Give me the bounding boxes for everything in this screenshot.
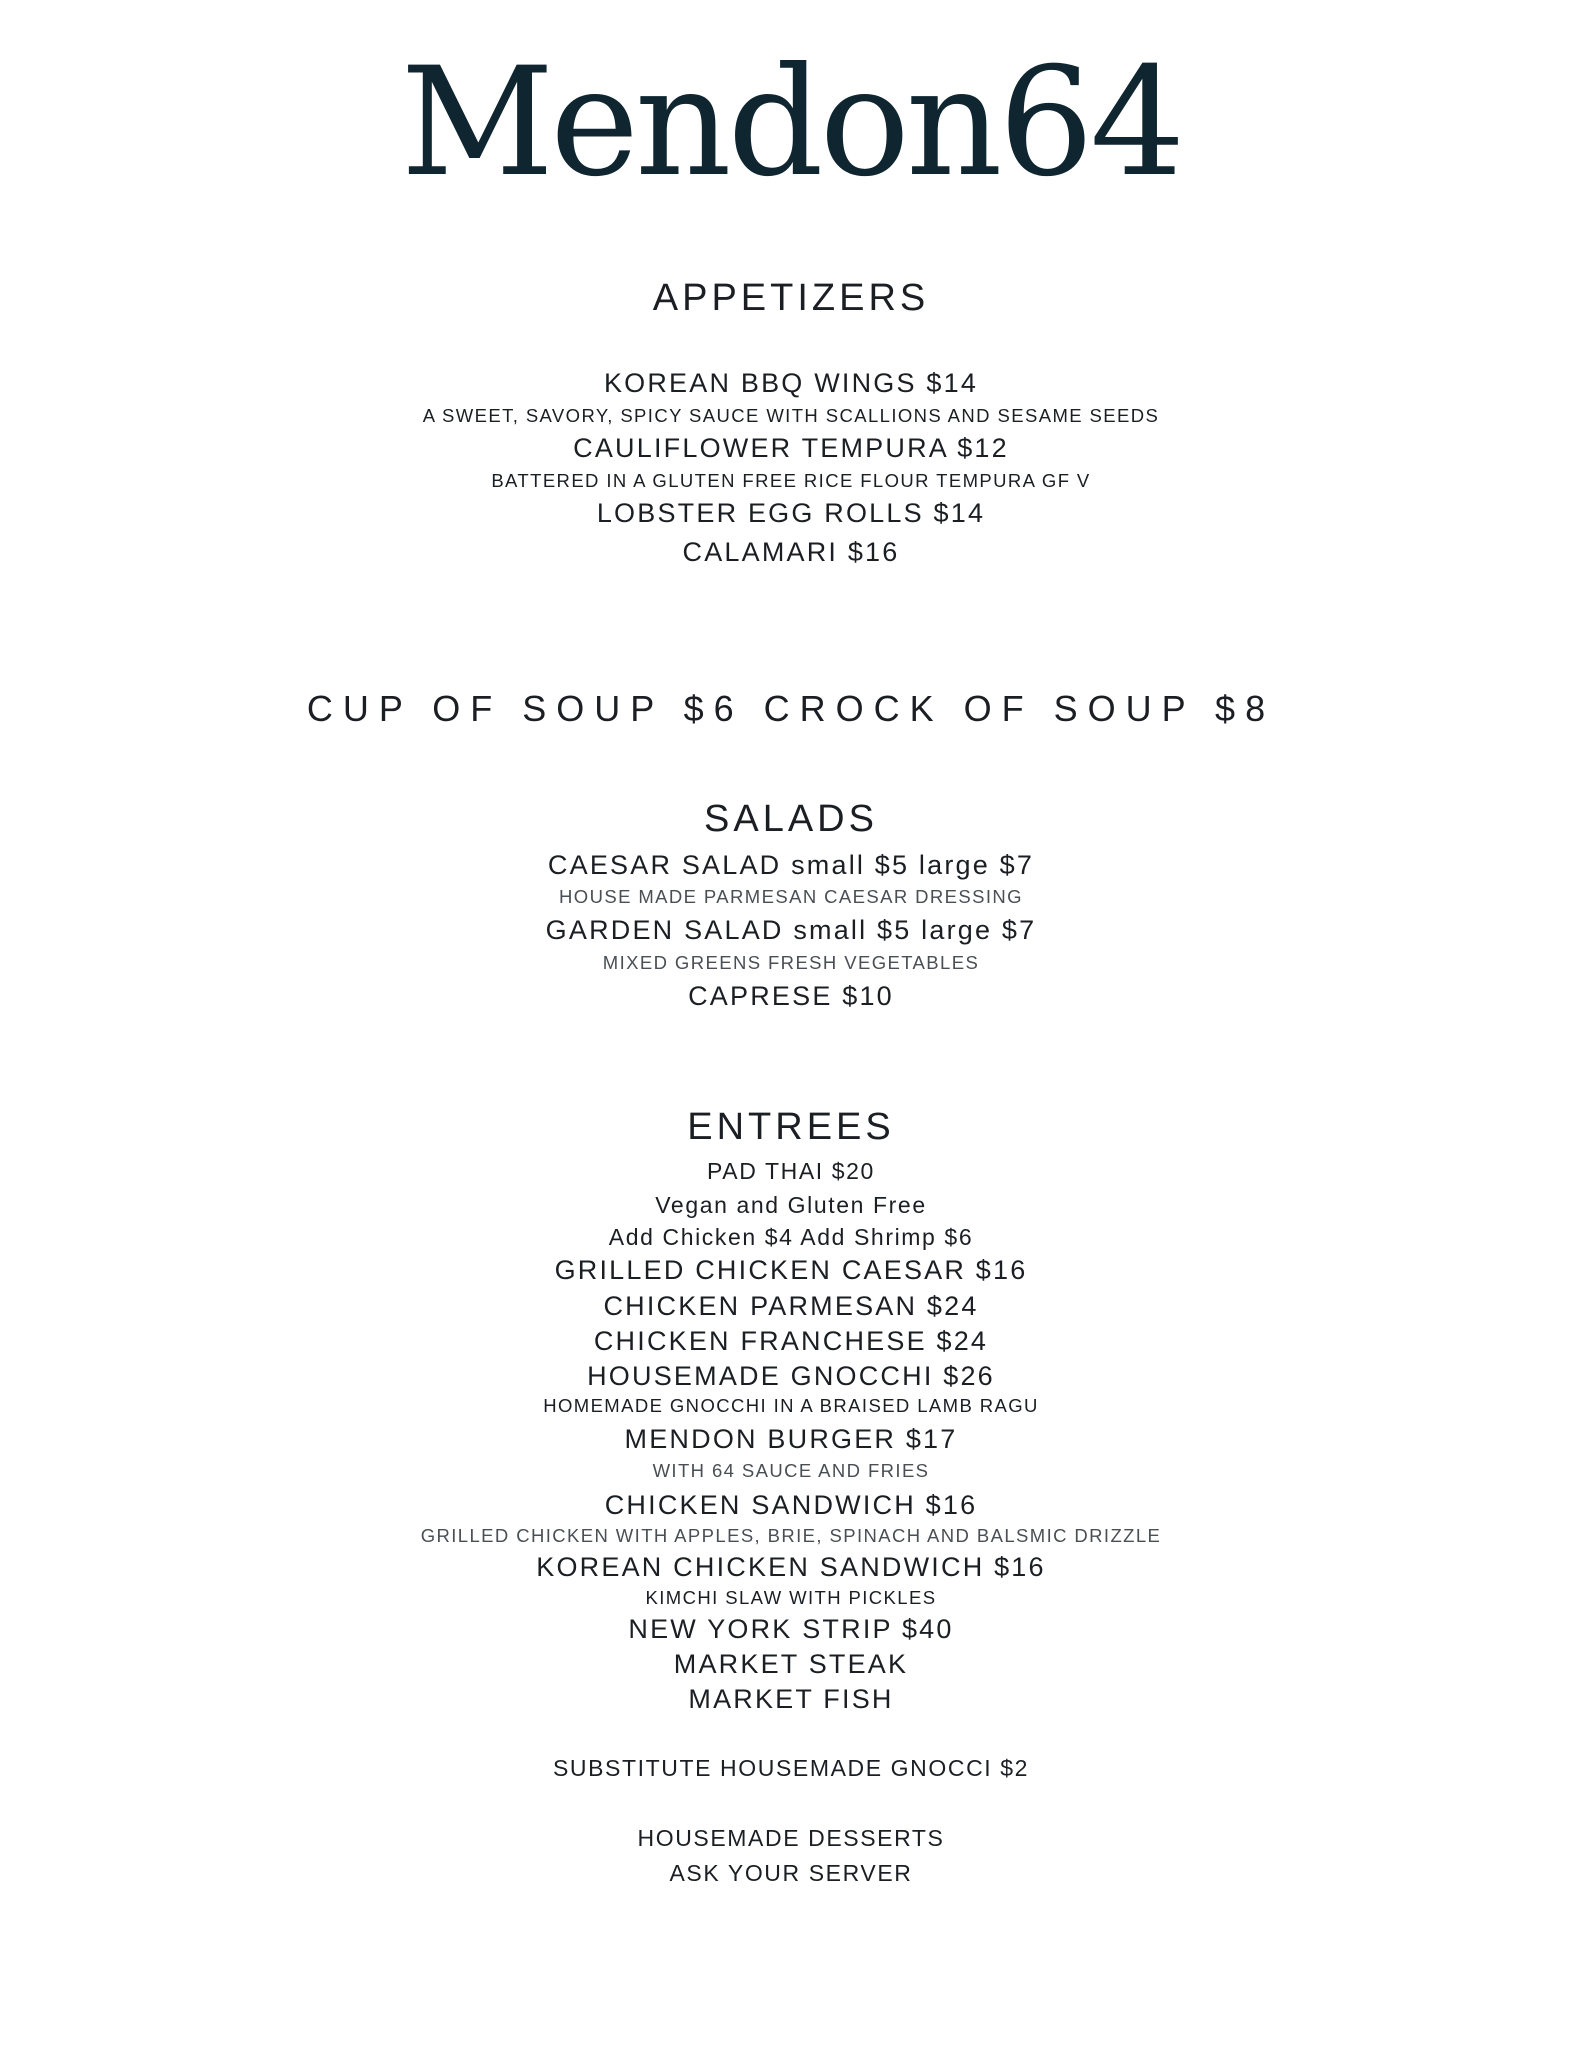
caesar-salad-description: HOUSE MADE PARMESAN CAESAR DRESSING [559,886,1023,907]
chicken-sandwich-description: GRILLED CHICKEN WITH APPLES, BRIE, SPINACH AND BALSMIC DRIZZLE [420,1525,1162,1546]
pad-thai-addons: Add Chicken $4 Add Shrimp $6 [608,1224,974,1250]
korean-chicken-sandwich-description: KIMCHI SLAW WITH PICKLES [645,1587,937,1608]
housemade-gnocchi-item: HOUSEMADE GNOCCHI $26 [587,1361,995,1391]
chicken-sandwich-item: CHICKEN SANDWICH $16 [604,1490,978,1520]
salads-heading: SALADS [704,798,878,840]
lobster-egg-rolls-item: LOBSTER EGG ROLLS $14 [596,498,986,528]
ask-your-server-note: ASK YOUR SERVER [669,1860,913,1886]
korean-bbq-wings-item: KOREAN BBQ WINGS $14 [603,368,979,398]
substitute-gnocchi-note: SUBSTITUTE HOUSEMADE GNOCCI $2 [552,1755,1030,1781]
caprese-item: CAPRESE $10 [688,981,894,1011]
market-steak-item: MARKET STEAK [673,1649,909,1679]
chicken-parmesan-item: CHICKEN PARMESAN $24 [603,1291,979,1321]
mendon-burger-item: MENDON BURGER $17 [624,1424,958,1454]
chicken-franchese-item: CHICKEN FRANCHESE $24 [593,1326,989,1356]
pad-thai-item: PAD THAI $20 [707,1158,875,1184]
korean-bbq-wings-description: A SWEET, SAVORY, SPICY SAUCE WITH SCALLIONS AND SESAME SEEDS [422,405,1160,426]
calamari-item: CALAMARI $16 [682,537,900,567]
cauliflower-tempura-item: CAULIFLOWER TEMPURA $12 [573,433,1009,463]
cauliflower-tempura-description: BATTERED IN A GLUTEN FREE RICE FLOUR TEMPURA GF V [491,470,1091,491]
housemade-desserts-note: HOUSEMADE DESSERTS [637,1825,945,1851]
caesar-salad-item: CAESAR SALAD small $5 large $7 [547,850,1035,880]
soup-line: CUP OF SOUP $6 CROCK OF SOUP $8 [306,688,1276,729]
market-fish-item: MARKET FISH [688,1684,894,1714]
new-york-strip-item: NEW YORK STRIP $40 [628,1614,954,1644]
grilled-chicken-caesar-item: GRILLED CHICKEN CAESAR $16 [554,1255,1028,1285]
mendon-burger-description: WITH 64 SAUCE AND FRIES [652,1460,930,1481]
pad-thai-note: Vegan and Gluten Free [655,1192,927,1218]
korean-chicken-sandwich-item: KOREAN CHICKEN SANDWICH $16 [536,1552,1046,1582]
appetizers-heading: APPETIZERS [652,277,930,319]
housemade-gnocchi-description: HOMEMADE GNOCCHI IN A BRAISED LAMB RAGU [543,1395,1039,1416]
entrees-heading: ENTREES [687,1106,895,1148]
restaurant-logo: Mendon64 [400,36,1182,210]
garden-salad-description: MIXED GREENS FRESH VEGETABLES [602,952,980,973]
garden-salad-item: GARDEN SALAD small $5 large $7 [545,915,1037,945]
